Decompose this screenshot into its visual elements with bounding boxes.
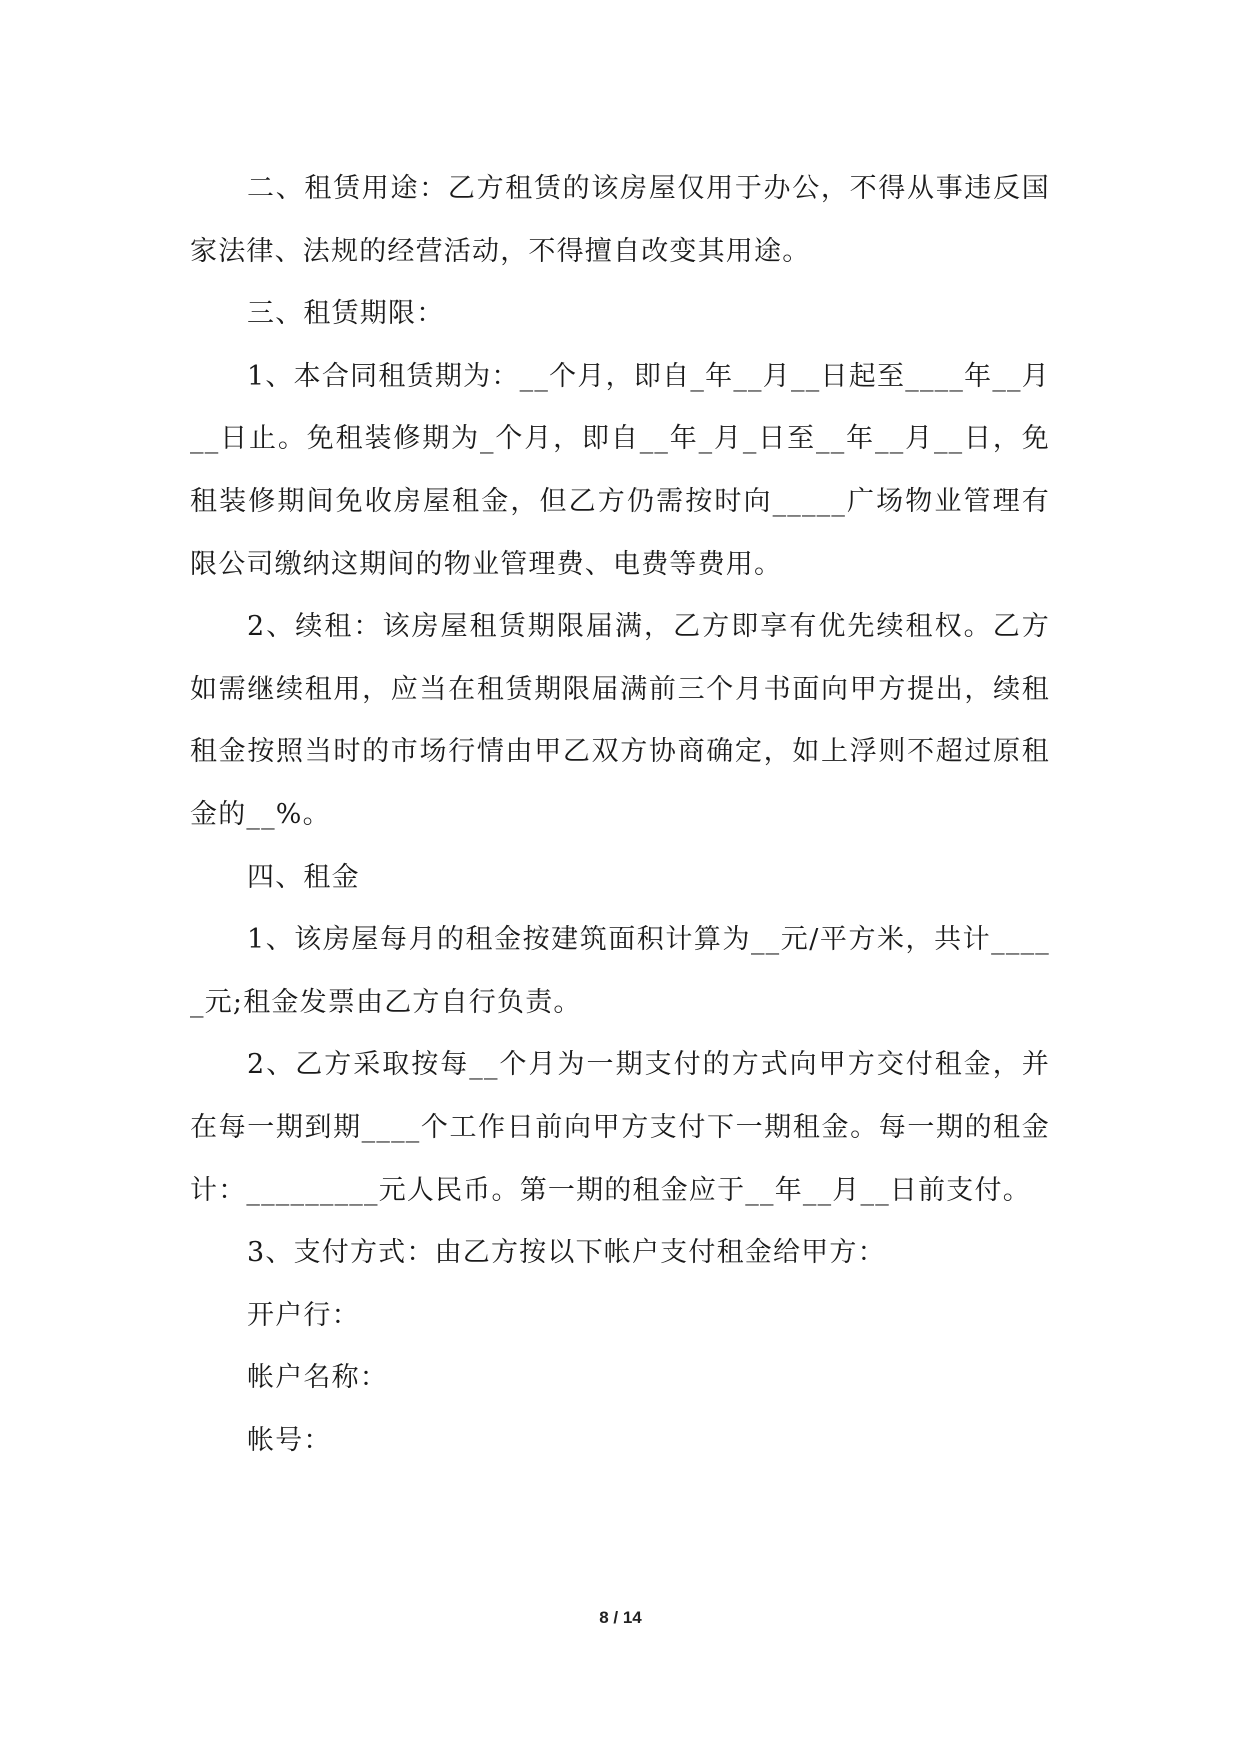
paragraph-lease-period: 1、本合同租赁期为：__个月，即自_年__月__日起至____年__月__日止。免租装修期为_个月，即自__年_月_日至__年__月__日，免租装修期间免收房屋租金，但乙方仍需按时向_____广场物业管理有限公司缴纳这期间的物业管理费、电费等费用。: [190, 360, 1050, 580]
heading-lease-term: 三、租赁期限：: [247, 298, 445, 330]
paragraph-payment-method: 3、支付方式：由乙方按以下帐户支付租金给甲方：: [247, 1237, 886, 1269]
paragraph-rent-amount: 1、该房屋每月的租金按建筑面积计算为__元/平方米，共计_____元;租金发票由乙方自行负责。: [190, 924, 1050, 1018]
document-body: [190, 158, 1050, 1472]
paragraph-renewal: 2、续租：该房屋租赁期限届满，乙方即享有优先续租权。乙方如需继续租用，应当在租赁期限届满前三个月书面向甲方提出，续租租金按照当时的市场行情由甲乙双方协商确定，如上浮则不超过原租金的__%。: [190, 611, 1050, 830]
field-bank: 开户行：: [247, 1299, 360, 1331]
field-account-name: 帐户名称：: [247, 1362, 388, 1394]
page-number: 8 / 14: [599, 1608, 642, 1627]
paragraph-rent-schedule: 2、乙方采取按每__个月为一期支付的方式向甲方交付租金，并在每一期到期____个工作日前向甲方支付下一期租金。每一期的租金计：_________元人民币。第一期的租金应于__年__月__日前支付。: [190, 1049, 1050, 1206]
heading-rent: 四、租金: [247, 861, 360, 893]
field-account-number: 帐号：: [247, 1424, 332, 1456]
paragraph-lease-purpose: 二、租赁用途：乙方租赁的该房屋仅用于办公，不得从事违反国家法律、法规的经营活动，不得擅自改变其用途。: [190, 173, 1050, 267]
